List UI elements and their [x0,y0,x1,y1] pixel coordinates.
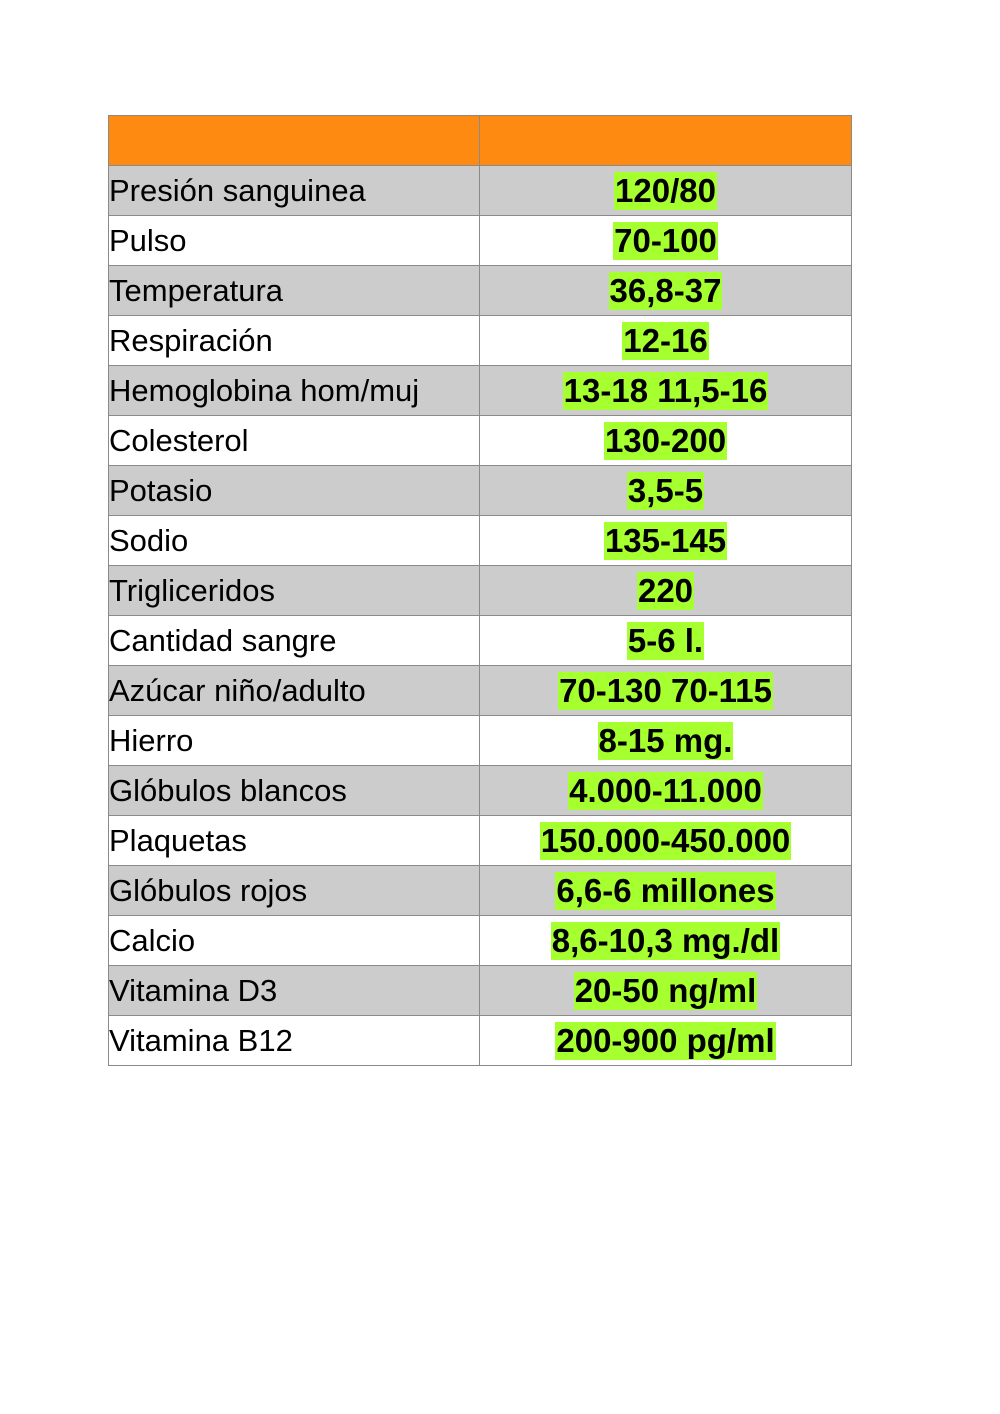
row-value: 70-100 [614,221,717,259]
row-label: Calcio [109,916,480,966]
reference-values-table [108,115,852,1066]
row-label: Vitamina D3 [109,966,480,1016]
table-row [109,916,852,966]
table-row [109,316,852,366]
row-value: 70-130 70-115 [559,671,772,709]
table-row [109,716,852,766]
value-cell [480,966,852,1016]
value-cell [480,266,852,316]
value-cell [480,666,852,716]
row-value: 6,6-6 millones [556,871,775,909]
value-cell [480,516,852,566]
row-value: 120/80 [615,171,716,209]
header-cell-value [480,116,852,166]
row-label: Hemoglobina hom/muj [109,366,480,416]
table-row [109,666,852,716]
value-cell [480,766,852,816]
row-label: Plaquetas [109,816,480,866]
row-label: Glóbulos rojos [109,866,480,916]
value-cell [480,166,852,216]
row-value: 12-16 [623,321,708,359]
table-row [109,216,852,266]
row-value: 5-6 l. [627,621,704,659]
table-row [109,816,852,866]
value-cell [480,616,852,666]
row-label: Potasio [109,466,480,516]
row-label: Pulso [109,216,480,266]
row-label: Glóbulos blancos [109,766,480,816]
row-label: Azúcar niño/adulto [109,666,480,716]
value-cell [480,566,852,616]
table-row [109,616,852,666]
row-label: Vitamina B12 [109,1016,480,1066]
table-row [109,416,852,466]
table-row [109,466,852,516]
table-row [109,966,852,1016]
table-row [109,266,852,316]
row-label: Hierro [109,716,480,766]
row-value: 20-50 ng/ml [574,971,757,1009]
row-label: Cantidad sangre [109,616,480,666]
row-value: 4.000-11.000 [569,771,762,809]
header-cell-label [109,116,480,166]
row-value: 8,6-10,3 mg./dl [551,921,780,959]
table-row [109,166,852,216]
row-label: Colesterol [109,416,480,466]
value-cell [480,816,852,866]
row-value: 13-18 11,5-16 [563,371,768,409]
row-label: Trigliceridos [109,566,480,616]
row-label: Sodio [109,516,480,566]
row-value: 3,5-5 [627,471,704,509]
row-value: 150.000-450.000 [540,821,791,859]
table-row [109,866,852,916]
value-cell [480,416,852,466]
table-row [109,566,852,616]
value-cell [480,866,852,916]
header-row [109,116,852,166]
row-label: Temperatura [109,266,480,316]
value-cell [480,916,852,966]
value-cell [480,216,852,266]
row-value: 135-145 [604,521,727,559]
row-label: Presión sanguinea [109,166,480,216]
value-cell [480,466,852,516]
row-value: 8-15 mg. [598,721,733,759]
value-cell [480,366,852,416]
row-value: 200-900 pg/ml [556,1021,775,1059]
table-row [109,516,852,566]
table-row [109,366,852,416]
value-cell [480,316,852,366]
table-row [109,1016,852,1066]
row-label: Respiración [109,316,480,366]
value-cell [480,716,852,766]
row-value: 220 [637,571,694,609]
table-row [109,766,852,816]
row-value: 36,8-37 [609,271,722,309]
row-value: 130-200 [604,421,727,459]
value-cell [480,1016,852,1066]
